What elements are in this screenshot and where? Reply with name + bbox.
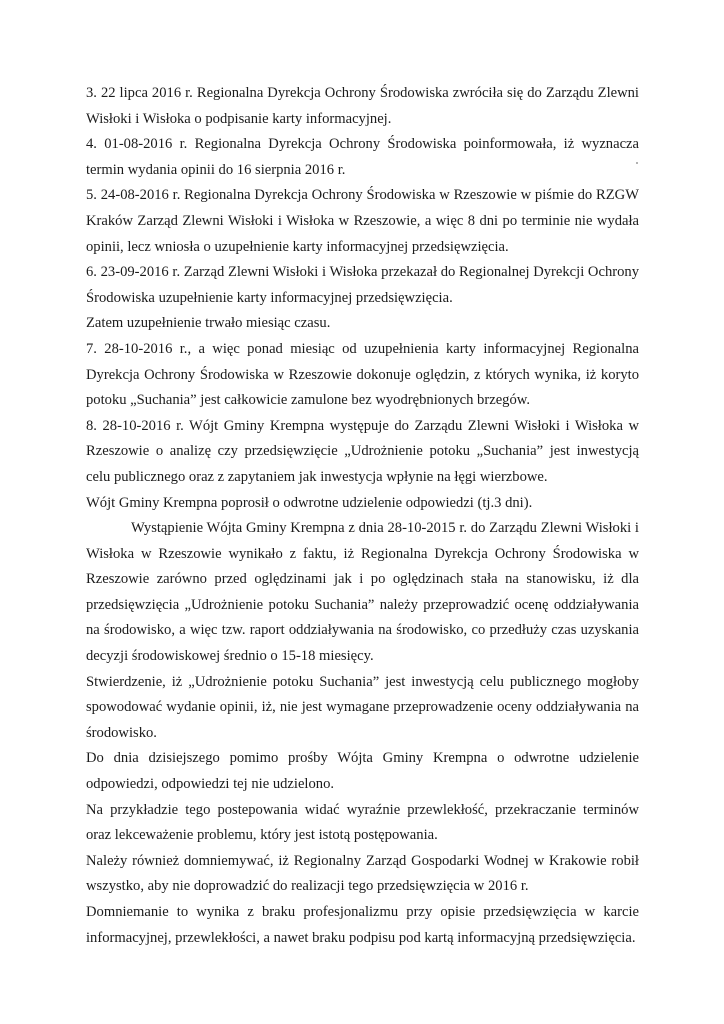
paragraph-item-6: 6. 23-09-2016 r. Zarząd Zlewni Wisłoki i Wisłoka przekazał do Regionalnej Dyrekcji Ochrony Środowiska uzupełnienie karty informacyjnej przedsięwzięcia. [86, 264, 639, 306]
paragraph-item-8: 8. 28-10-2016 r. Wójt Gminy Krempna występuje do Zarządu Zlewni Wisłoki i Wisłoka w Rzeszowie o analizę czy przedsięwzięcie „Udrożnienie potoku „Suchania” jest inwestycją celu publicznego oraz z zapytaniem jak inwestycja wpłynie na łęgi wierzbowe. [86, 417, 639, 485]
paragraph-background: Wystąpienie Wójta Gminy Krempna z dnia 28-10-2015 r. do Zarządu Zlewni Wisłoki i Wisłoka w Rzeszowie wynikało z faktu, iż Regionalna Dyrekcja Ochrony Środowiska w Rzeszowie zarówno przed oględzinami jak i po oględzinach stała na stanowisku, iż dla przedsięwzięcia „Udrożnienie potoku Suchania” należy przeprowadzić ocenę oddziaływania na środowisko, a więc tzw. raport oddziaływania na środowisko, co przedłuży czas uzyskania decyzji środowiskowej średnio o 15-18 miesięcy. [86, 520, 639, 665]
paragraph-presumption: Należy również domniemywać, iż Regionalny Zarząd Gospodarki Wodnej w Krakowie robił wszystko, aby nie doprowadzić do realizacji tego przedsięwzięcia w 2016 r. [86, 852, 639, 895]
document-body [86, 81, 639, 951]
paragraph-item-5: 5. 24-08-2016 r. Regionalna Dyrekcja Ochrony Środowiska w Rzeszowie w piśmie do RZGW Kraków Zarząd Zlewni Wisłoki i Wisłoka w Rzeszowie, a więc 8 dni po terminie nie wydała opinii, lecz wniosła o uzupełnienie karty informacyjnej przedsięwzięcia. [86, 187, 639, 255]
paragraph-request-reply: Wójt Gminy Krempna poprosił o odwrotne udzielenie odpowiedzi (tj.3 dni). [86, 494, 533, 511]
paragraph-note-duration: Zatem uzupełnienie trwało miesiąc czasu. [86, 315, 331, 332]
paragraph-item-4: 4. 01-08-2016 r. Regionalna Dyrekcja Ochrony Środowiska poinformowała, iż wyznacza termin wydania opinii do 16 sierpnia 2016 r. [86, 136, 639, 178]
paragraph-conclusion: Domniemanie to wynika z braku profesjonalizmu przy opisie przedsięwzięcia w karcie informacyjnej, przewlekłości, a nawet braku podpisu pod kartą informacyjną przedsięwzięcia. [86, 904, 639, 946]
paragraph-statement: Stwierdzenie, iż „Udrożnienie potoku Suchania” jest inwestycją celu publicznego mogłoby spowodować wydanie opinii, iż, nie jest wymagane przeprowadzenie oceny oddziaływania na środowisko. [86, 673, 639, 741]
paragraph-example: Na przykładzie tego postepowania widać wyraźnie przewlekłość, przekraczanie terminów oraz lekceważenie problemu, który jest istotą postępowania. [86, 801, 639, 844]
paragraph-item-7: 7. 28-10-2016 r., a więc ponad miesiąc od uzupełnienia karty informacyjnej Regionalna Dyrekcja Ochrony Środowiska w Rzeszowie dokonuje oględzin, z których wynika, iż koryto potoku „Suchania” jest całkowicie zamulone bez wyodrębnionych brzegów. [86, 340, 639, 409]
paragraph-item-3: 3. 22 lipca 2016 r. Regionalna Dyrekcja Ochrony Środowiska zwróciła się do Zarządu Zlewni Wisłoki i Wisłoka o podpisanie karty informacyjnej. [86, 85, 639, 127]
paragraph-no-reply: Do dnia dzisiejszego pomimo prośby Wójta Gminy Krempna o odwrotne udzielenie odpowiedzi, odpowiedzi tej nie udzielono. [86, 750, 639, 793]
